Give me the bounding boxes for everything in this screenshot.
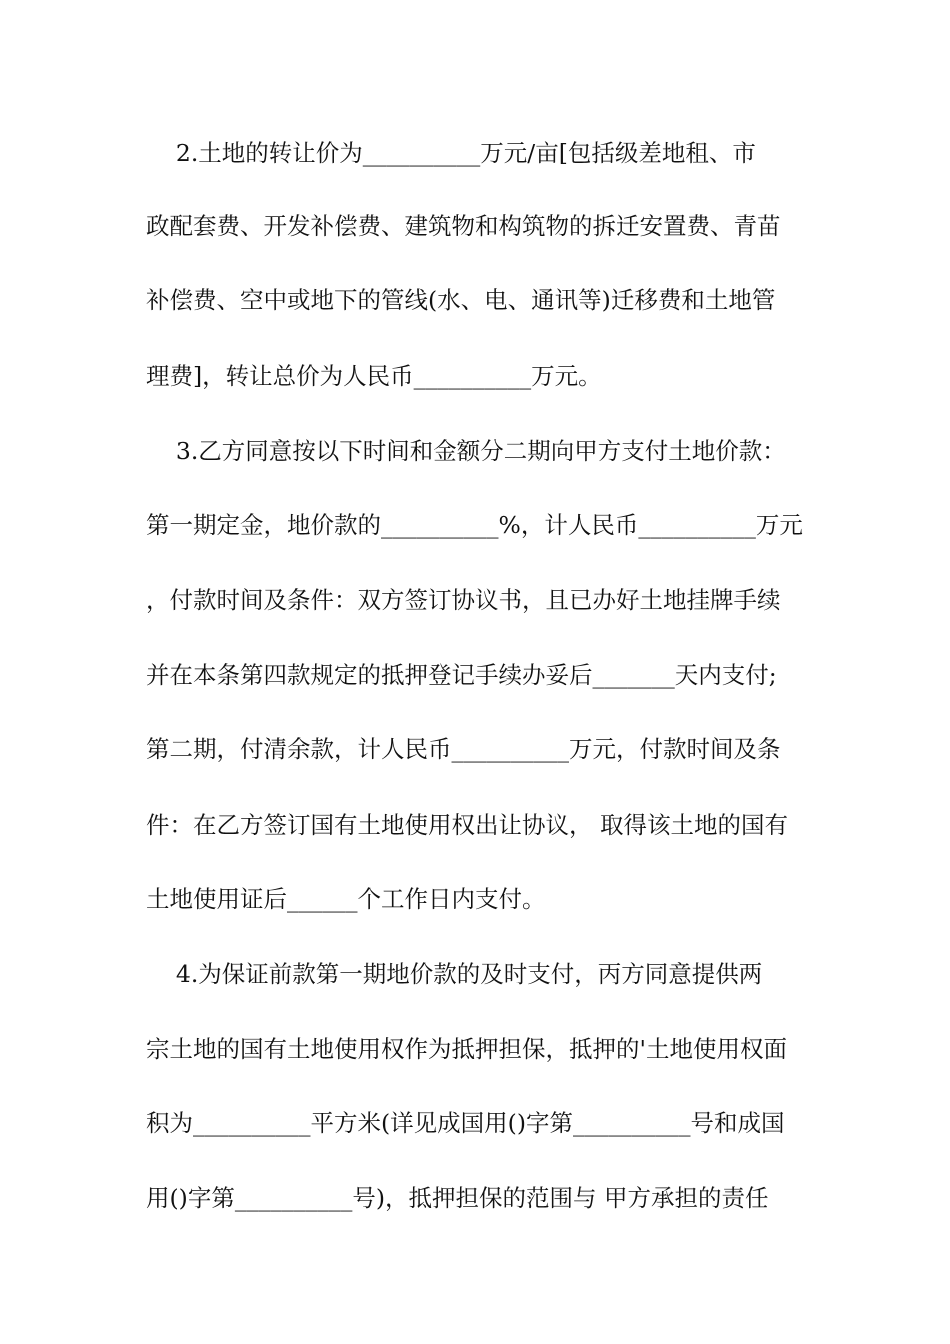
text-line: 4.为保证前款第一期地价款的及时支付，丙方同意提供两 — [146, 960, 763, 988]
text-line: 理费]，转让总价为人民币__________万元。 — [146, 362, 602, 390]
text-line: 第一期定金，地价款的__________%，计人民币__________万元 — [146, 511, 803, 539]
text-line: 2.土地的转让价为__________万元/亩[包括级差地租、市 — [146, 139, 756, 167]
text-line: ，付款时间及条件：双方签订协议书，且已办好土地挂牌手续 — [146, 586, 781, 614]
text-line: 宗土地的国有土地使用权作为抵押担保，抵押的'土地使用权面 — [146, 1035, 787, 1063]
text-line: 用()字第__________号)，抵押担保的范围与 甲方承担的责任 — [146, 1184, 769, 1212]
text-line: 件：在乙方签订国有土地使用权出让协议， 取得该土地的国有 — [146, 811, 788, 839]
text-line: 政配套费、开发补偿费、建筑物和构筑物的拆迁安置费、青苗 — [146, 212, 781, 240]
text-line: 并在本条第四款规定的抵押登记手续办妥后_______天内支付; — [146, 661, 777, 689]
text-line: 积为__________平方米(详见成国用()字第__________号和成国 — [146, 1109, 785, 1137]
text-line: 第二期，付清余款，计人民币__________万元，付款时间及条 — [146, 735, 781, 763]
text-line: 土地使用证后______个工作日内支付。 — [146, 885, 546, 913]
text-line: 补偿费、空中或地下的管线(水、电、通讯等)迁移费和土地管 — [146, 286, 776, 314]
text-line: 3.乙方同意按以下时间和金额分二期向甲方支付土地价款： — [146, 437, 786, 465]
